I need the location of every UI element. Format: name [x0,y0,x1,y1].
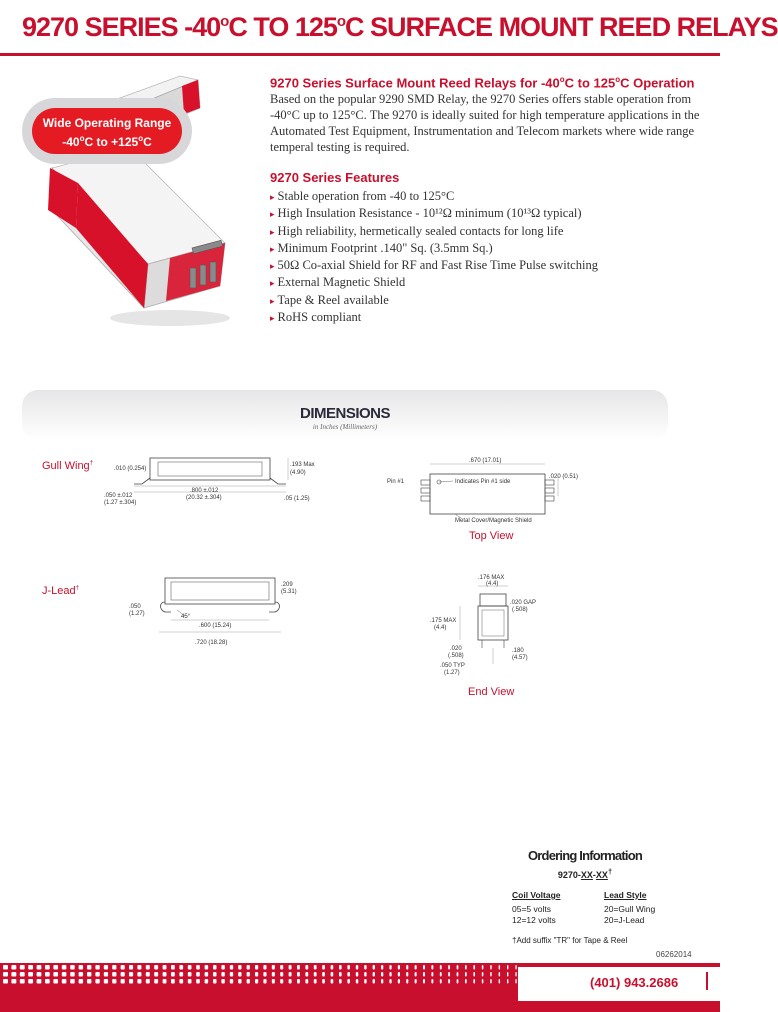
list-item: ▸ Stable operation from -40 to 125°C [270,189,455,203]
jlead-dim-5: .209 [281,582,293,588]
top-pin1: Pin #1 [387,479,405,485]
gull-dim-5: (20.32 ±.304) [186,495,222,501]
gull-wing-drawing [100,450,320,512]
jlead-dim-4: .720 (18.28) [195,640,228,646]
gull-dim-2: .193 Max [290,462,315,468]
gull-dim-8: .05 (1.25) [284,496,310,502]
jlead-dim-1: .050 [129,604,141,610]
bullet-icon: ▸ [270,226,275,237]
gull-dim-7: (1.27 ±.304) [104,500,137,506]
end-dim-2: (4.4) [486,581,499,587]
end-dim-12: (1.27) [444,670,460,676]
bullet-icon: ▸ [270,261,275,272]
ordering-information [500,848,660,945]
top-view-drawing [385,452,590,524]
gull-wing-label: Gull Wing† [42,460,94,472]
jlead-dim-7: 45° [181,614,191,620]
ordering-code: 9270-XX-XX† [557,867,613,880]
jlead-dim-6: (5.31) [281,589,297,595]
gull-dim-6: .050 ±.012 [104,493,133,499]
end-dim-8: (.508) [448,653,464,659]
end-view-label: End View [468,686,515,698]
lead-style-column: Lead Style 20=Gull Wing 20=J-Lead [604,890,656,925]
gull-dim-1: .010 (0.254) [114,466,147,472]
coil-voltage-column: Coil Voltage 05=5 volts 12=12 volts [512,890,561,925]
dimensions-subtitle: in Inches (Millimeters) [312,423,378,431]
features-heading: 9270 Series Features [270,170,400,185]
end-dim-11: .050 TYP [440,663,465,669]
ordering-note: †Add suffix "TR" for Tape & Reel [512,936,628,945]
end-dim-1: .176 MAX [478,575,505,581]
gull-dim-3: (4.90) [290,470,306,476]
end-dim-9: .180 [512,648,524,654]
features-list [270,188,700,326]
end-dim-3: .020 GAP [510,600,537,606]
ordering-title: Ordering Information [527,848,642,863]
top-dim-2: .020 (0.51) [549,474,579,480]
dimensions-title: DIMENSIONS [299,405,390,422]
jlead-dim-3: .600 (15.24) [199,623,232,629]
bullet-icon: ▸ [270,295,275,306]
badge-line-2: -40$^o$C to $+125^oC$ [62,134,152,149]
intro-line-1: Based on the popular 9290 SMD Relay, the 9270 Series offers stable operation from [270,92,692,107]
list-item: ▸ High Insulation Resistance - 10¹²Ω minimum (10¹³Ω typical) [270,206,582,221]
features-section [270,170,700,326]
header-bar [0,0,778,56]
top-shield-note: Metal Cover/Magnetic Shield [455,518,532,524]
j-lead-drawing [115,570,310,648]
wide-range-badge [32,108,182,154]
list-item: ▸ Tape & Reel available [270,292,389,307]
top-pin1-note: Indicates Pin #1 side [455,479,511,485]
list-item: ▸ Minimum Footprint .140" Sq. (3.5mm Sq.) [270,240,493,255]
jlead-dim-2: (1.27) [129,611,145,617]
end-dim-10: (4.57) [512,655,528,661]
list-item: ▸ 50Ω Co-axial Shield for RF and Fast Rise Time Pulse switching [270,258,598,273]
intro-line-3: Automated Test Equipment, Instrumentation and Telecom markets where wide range [270,124,695,139]
bullet-icon: ▸ [270,313,275,324]
bullet-icon: ▸ [270,192,275,202]
end-dim-6: (4.4) [434,625,447,631]
page-title: 9270 SERIES -40$^o$C TO 125$^o$C SURFACE MOUNT REED RELAYS [22,12,778,42]
footer-dot-pattern [0,963,520,986]
gull-dim-4: .800 ±.012 [190,488,219,494]
bullet-icon: ▸ [270,243,275,254]
date-code: 06262014 [656,950,692,959]
top-dim-1: .670 (17.01) [469,458,502,464]
end-view-drawing [420,572,550,682]
end-dim-7: .020 [450,646,462,652]
j-lead-label: J-Lead† [42,585,79,597]
badge-line-1: Wide Operating Range [42,116,172,130]
list-item: ▸ External Magnetic Shield [270,275,406,290]
intro-line-2: -40°C up to 125°C. The 9270 is ideally suited for high temperature applications in the [270,108,700,123]
top-view-label: Top View [469,530,514,542]
phone-separator [706,972,708,990]
list-item: ▸ RoHS compliant [270,310,362,325]
list-item: ▸ High reliability, hermetically sealed contacts for long life [270,223,564,238]
product-illustration [20,68,255,333]
bullet-icon: ▸ [270,209,275,220]
end-dim-5: .175 MAX [430,618,457,624]
intro-section [270,72,700,155]
intro-line-4: temperal testing is required. [270,140,410,155]
bullet-icon: ▸ [270,278,275,289]
end-dim-4: (.508) [512,607,528,613]
phone-number: (401) 943.2686 [590,975,679,990]
intro-heading: 9270 Series Surface Mount Reed Relays for -40$^o$C to 125$^o$C Operation [270,75,695,91]
